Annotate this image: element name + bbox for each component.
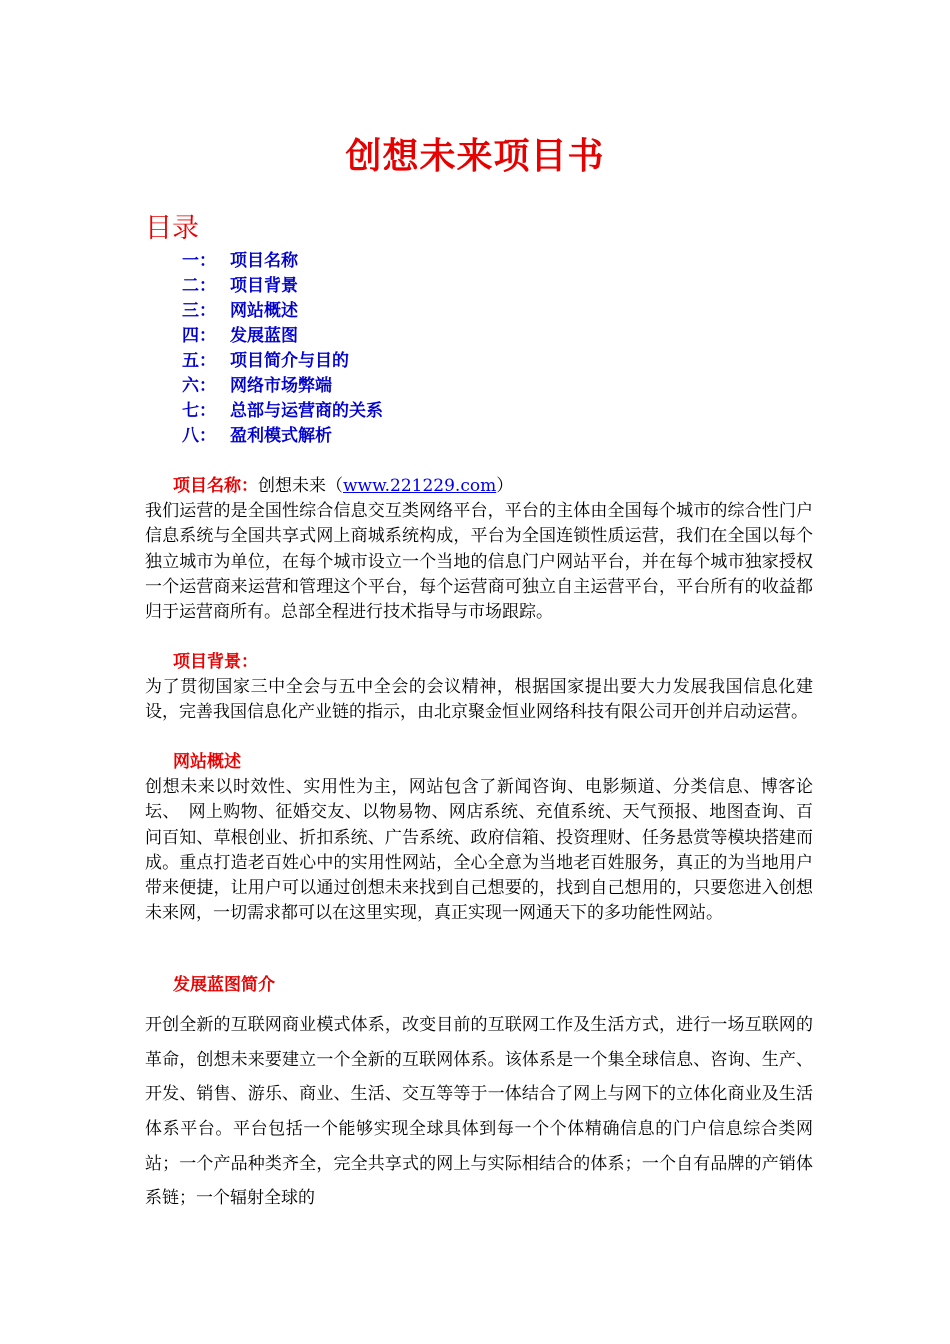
- toc-item[interactable]: [182, 424, 383, 449]
- project-name: 创想未来（: [258, 476, 343, 496]
- section-project-name: [145, 474, 813, 625]
- section-overview: [145, 750, 813, 926]
- toc-label: 项目背景: [230, 276, 298, 296]
- toc-label: 总部与运营商的关系: [230, 401, 383, 421]
- section-blueprint: [145, 973, 813, 1216]
- section-heading-line: [145, 474, 813, 499]
- toc-number: 七：: [182, 401, 216, 421]
- section-background: [145, 650, 813, 726]
- section-paragraph: 我们运营的是全国性综合信息交互类网络平台，平台的主体由全国每个城市的综合性门户信息系统与全国共享式网上商城系统构成，平台为全国连锁性质运营，我们在全国以每个独立城市为单位，在每个城市设立一个当地的信息门户网站平台，并在每个城市独家授权一个运营商来运营和管理这个平台，每个运营商可独立自主运营平台，平台所有的收益都归于运营商所有。总部全程进行技术指导与市场跟踪。: [145, 501, 813, 623]
- toc-item[interactable]: [182, 249, 383, 274]
- toc-item[interactable]: [182, 349, 383, 374]
- toc-label: 网站概述: [230, 301, 298, 321]
- section-heading: 网站概述: [173, 752, 241, 772]
- toc-label: 盈利模式解析: [230, 426, 332, 446]
- toc-number: 五：: [182, 351, 216, 371]
- toc-number: 二：: [182, 276, 216, 296]
- table-of-contents: [182, 249, 383, 449]
- close-paren: ）: [496, 476, 514, 496]
- toc-number: 三：: [182, 301, 216, 321]
- section-heading: 项目背景：: [173, 652, 258, 672]
- section-paragraph: 开创全新的互联网商业模式体系，改变目前的互联网工作及生活方式，进行一场互联网的革命，创想未来要建立一个全新的互联网体系。该体系是一个集全球信息、咨询、生产、开发、销售、游乐、商业、生活、交互等等于一体结合了网上与网下的立体化商业及生活体系平台。平台包括一个能够实现全球具体到每一个个体精确信息的门户信息综合类网站；一个产品种类齐全，完全共享式的网上与实际相结合的体系；一个自有品牌的产销体系链；一个辐射全球的: [145, 1015, 813, 1209]
- toc-number: 八：: [182, 426, 216, 446]
- toc-label: 项目简介与目的: [230, 351, 349, 371]
- toc-label: 网络市场弊端: [230, 376, 332, 396]
- toc-label: 发展蓝图: [230, 326, 298, 346]
- website-link[interactable]: www.221229.com: [343, 476, 497, 496]
- section-paragraph: 为了贯彻国家三中全会与五中全会的会议精神，根据国家提出要大力发展我国信息化建设，完善我国信息化产业链的指示，由北京聚金恒业网络科技有限公司开创并启动运营。: [145, 677, 813, 723]
- toc-heading: 目录: [145, 213, 199, 244]
- toc-label: 项目名称: [230, 251, 298, 271]
- toc-number: 六：: [182, 376, 216, 396]
- toc-item[interactable]: [182, 374, 383, 399]
- document-title: 创想未来项目书: [345, 136, 605, 177]
- section-heading: 发展蓝图简介: [173, 975, 275, 995]
- section-heading: 项目名称：: [173, 476, 258, 496]
- toc-number: 一：: [182, 251, 216, 271]
- toc-item[interactable]: [182, 324, 383, 349]
- toc-item[interactable]: [182, 299, 383, 324]
- section-paragraph: 创想未来以时效性、实用性为主，网站包含了新闻咨询、电影频道、分类信息、博客论坛、 网上购物、征婚交友、以物易物、网店系统、充值系统、天气预报、地图查询、百问百知、草根创业、折扣系统、广告系统、政府信箱、投资理财、任务悬赏等模块搭建而成。重点打造老百姓心中的实用性网站，全心全意为当地老百姓服务，真正的为当地用户带来便捷，让用户可以通过创想未来找到自己想要的，找到自己想用的，只要您进入创想未来网，一切需求都可以在这里实现，真正实现一网通天下的多功能性网站。: [145, 777, 813, 924]
- toc-item[interactable]: [182, 274, 383, 299]
- toc-item[interactable]: [182, 399, 383, 424]
- toc-number: 四：: [182, 326, 216, 346]
